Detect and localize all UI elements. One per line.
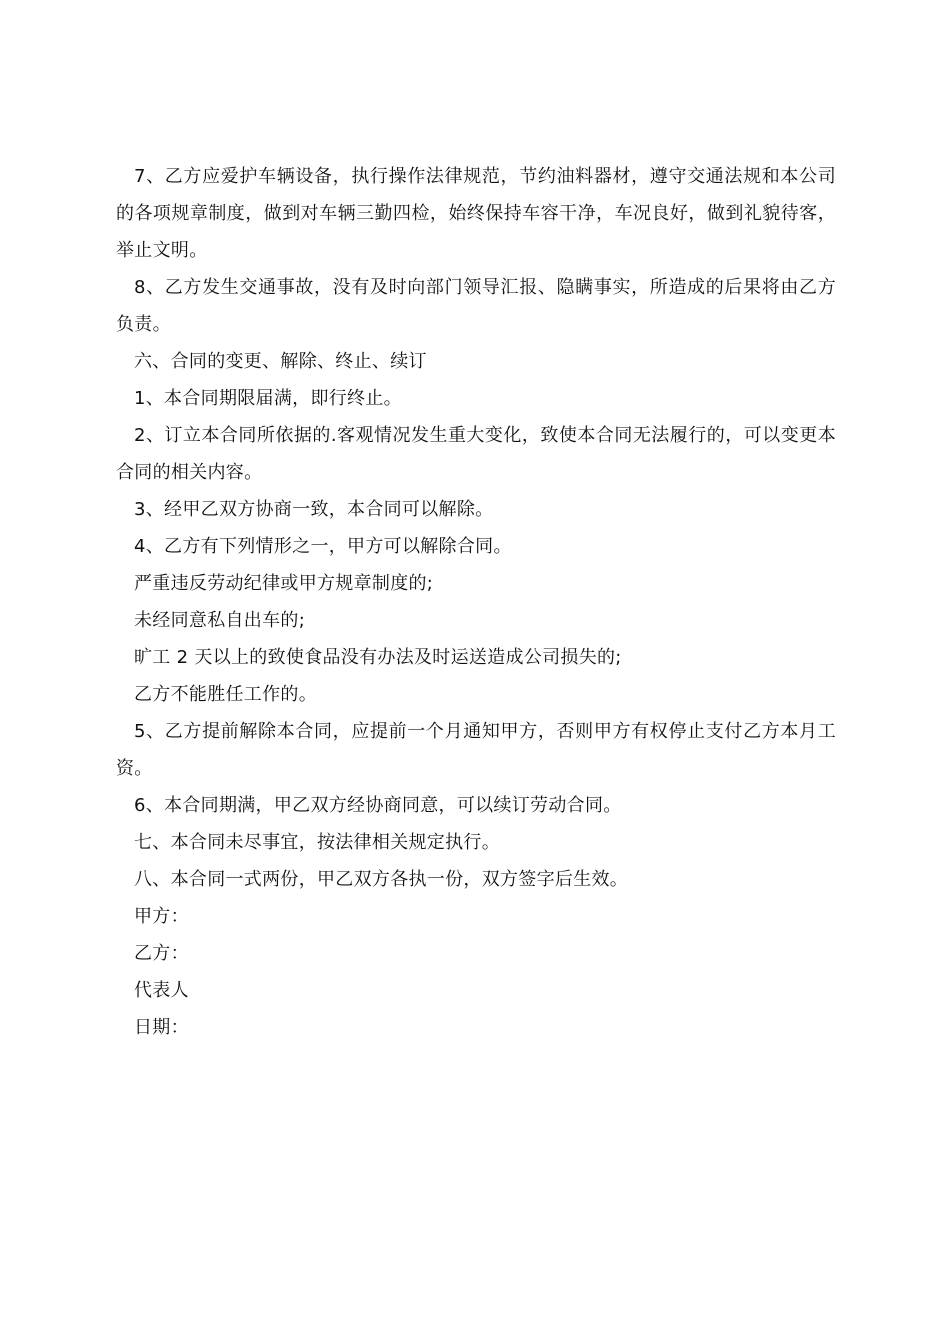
section-8-copies: 八、本合同一式两份，甲乙双方各执一份，双方签字后生效。 — [134, 869, 629, 890]
clause-6-5-early-termination: 5、乙方提前解除本合同，应提前一个月通知甲方，否则甲方有权停止支付乙方本月工资。 — [116, 721, 836, 779]
ground-incompetence: 乙方不能胜任工作的。 — [134, 684, 317, 705]
clause-6-1-expiry: 1、本合同期限届满，即行终止。 — [134, 388, 402, 409]
clause-8-traffic-accident: 8、乙方发生交通事故，没有及时向部门领导汇报、隐瞒事实，所造成的后果将由乙方负责。 — [116, 277, 836, 335]
signature-date: 日期： — [134, 1017, 189, 1038]
clause-6-6-renewal: 6、本合同期满，甲乙双方经协商同意，可以续订劳动合同。 — [134, 795, 622, 816]
signature-party-a: 甲方： — [134, 906, 189, 927]
contract-body — [116, 158, 836, 1046]
ground-unauthorized-trip: 未经同意私自出车的; — [134, 610, 306, 631]
clause-6-4-termination-grounds: 4、乙方有下列情形之一，甲方可以解除合同。 — [134, 536, 512, 557]
clause-6-3-mutual-termination: 3、经甲乙双方协商一致，本合同可以解除。 — [134, 499, 494, 520]
ground-discipline-violation: 严重违反劳动纪律或甲方规章制度的; — [134, 573, 434, 594]
clause-6-2-change: 2、订立本合同所依据的.客观情况发生重大变化，致使本合同无法履行的，可以变更本合同的相关内容。 — [116, 425, 836, 483]
section-7-unresolved-matters: 七、本合同未尽事宜，按法律相关规定执行。 — [134, 832, 500, 853]
section-6-heading: 六、合同的变更、解除、终止、续订 — [134, 351, 427, 372]
clause-7-vehicle-care: 7、乙方应爱护车辆设备，执行操作法律规范，节约油料器材，遵守交通法规和本公司的各项规章制度，做到对车辆三勤四检，始终保持车容干净，车况良好，做到礼貌待客，举止文明。 — [116, 166, 836, 261]
signature-representative: 代表人 — [134, 980, 189, 1001]
ground-absenteeism: 旷工 2 天以上的致使食品没有办法及时运送造成公司损失的; — [134, 647, 622, 668]
signature-party-b: 乙方： — [134, 943, 189, 964]
